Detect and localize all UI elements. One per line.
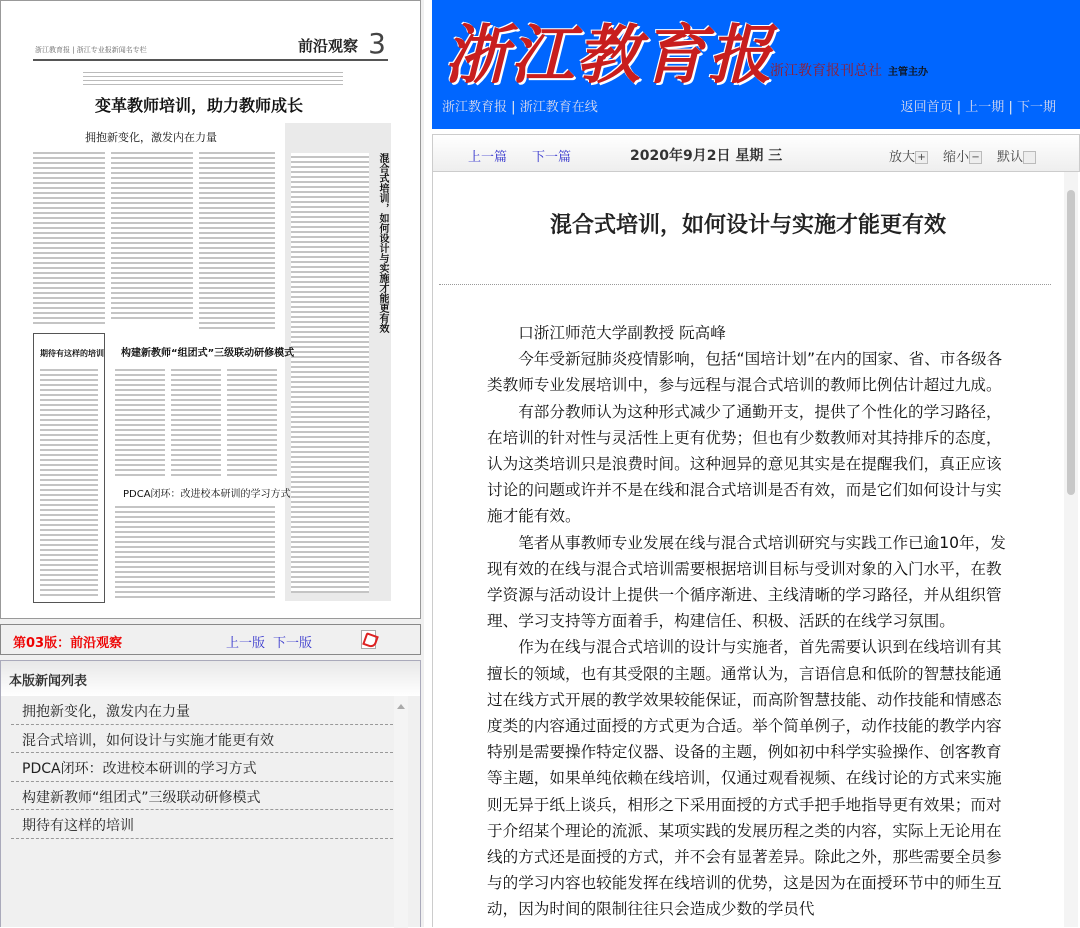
article-link: 期待有这样的培训 bbox=[40, 349, 104, 358]
divider bbox=[439, 284, 1051, 285]
header-links-left: 浙江教育报 | 浙江教育在线 bbox=[442, 100, 598, 115]
next-page-link[interactable]: 下一版 bbox=[273, 636, 313, 651]
page-masthead: 浙江教育报 | 浙江专业报新闻名专栏 前沿观察 3 bbox=[35, 27, 386, 60]
article-title: 混合式培训，如何设计与实施才能更有效 bbox=[549, 213, 946, 238]
page-number: 3 bbox=[368, 27, 386, 60]
next-article-link[interactable]: 下一篇 bbox=[532, 150, 572, 165]
article-panel bbox=[432, 172, 1080, 927]
article-link[interactable]: PDCA闭环：改进校本研训的学习方式 bbox=[123, 489, 291, 500]
text-column bbox=[115, 366, 165, 476]
zoom-in-button[interactable]: 放大 + bbox=[889, 146, 928, 165]
list-scrollbar[interactable] bbox=[394, 696, 408, 928]
news-list-item[interactable]: 期待有这样的培训 bbox=[11, 810, 393, 839]
side-article[interactable] bbox=[285, 123, 391, 601]
left-panel bbox=[0, 0, 424, 927]
article-paragraph: 作为在线与混合式培训的设计与实施者，首先需要认识到在线培训有其擅长的领域，也有其受限的主题。通常认为，言语信息和低阶的智慧技能通过在线方式开展的教学效果较能保证，而高阶智慧技能、动作技能和情感态度类的内容通过面授的方式更为合适。举个简单例子，动作技能的教学内容特别是需要操作特定仪器、设备的主题，例如初中科学实验操作、创客教育等主题，如果单纯依赖在线培训，仅通过观看视频、在线讨论的方式来实施则无异于纸上谈兵，相形之下采用面授的方式手把手地指导更有效果；而对于介绍某个理论的流派、某项实践的发展历程之类的内容，实际上无论用在线的方式还是面授的方式，并不会有显著差异。除此之外，那些需要全员参与的学习内容也较能发挥在线培训的优势，这是因为在面授环节中的师生互动，因为时间的限制往往只会造成少数的学员代 bbox=[487, 638, 1002, 919]
text-column bbox=[199, 149, 275, 329]
home-link[interactable]: 返回首页 bbox=[900, 100, 953, 115]
issue-date: 2020年9月2日 星期 三 bbox=[630, 148, 783, 164]
news-list-title: 本版新闻列表 bbox=[1, 661, 420, 696]
publisher-name: 浙江教育报刊总社 bbox=[770, 63, 882, 79]
scrollbar-thumb[interactable] bbox=[1067, 190, 1075, 495]
text-column bbox=[111, 149, 193, 319]
prev-issue-link[interactable]: 上一期 bbox=[965, 100, 1005, 115]
link-zjjy-online[interactable]: 浙江教育在线 bbox=[519, 100, 598, 115]
next-issue-link[interactable]: 下一期 bbox=[1016, 100, 1056, 115]
article-paragraph: 有部分教师认为这种形式减少了通勤开支，提供了个性化的学习路径，在培训的针对性与灵活性上更有优势；但也有少数教师对其持排斥的态度，认为这类培训只是浪费时间。这种迥异的意见其实是在提醒我们，真正应该讨论的问题或许并不是在线和混合式培训是否有效，而是它们如何设计与实施才能有效。 bbox=[487, 402, 1002, 526]
article-toolbar bbox=[432, 134, 1080, 172]
header-links-right: 返回首页 | 上一期 | 下一期 bbox=[900, 100, 1056, 115]
news-list-item[interactable]: 拥抱新变化，激发内在力量 bbox=[11, 696, 393, 725]
article-link[interactable]: 拥抱新变化，激发内在力量 bbox=[85, 131, 217, 144]
site-logo[interactable]: 浙江教育报 bbox=[444, 18, 774, 93]
article-link[interactable]: 构建新教师“组团式”三级联动研修模式 bbox=[121, 348, 295, 359]
site-header bbox=[432, 0, 1080, 129]
news-list-item[interactable]: PDCA闭环：改进校本研训的学习方式 bbox=[11, 753, 393, 782]
prev-article-link[interactable]: 上一篇 bbox=[468, 150, 508, 165]
publisher-role: 主管主办 bbox=[888, 67, 928, 78]
link-zjjyb[interactable]: 浙江教育报 bbox=[442, 100, 508, 115]
article-scrollbar[interactable] bbox=[1064, 172, 1078, 927]
prev-page-link[interactable]: 上一版 bbox=[226, 636, 266, 651]
news-list-panel bbox=[0, 660, 421, 927]
boxed-article[interactable] bbox=[33, 333, 105, 603]
pdf-icon[interactable] bbox=[361, 630, 376, 649]
page-nav-bar bbox=[0, 624, 421, 655]
page-section: 前沿观察 bbox=[297, 37, 358, 55]
newspaper-page-image[interactable] bbox=[0, 0, 421, 619]
text-column bbox=[115, 503, 275, 598]
lead-text bbox=[83, 69, 343, 87]
publisher bbox=[770, 60, 928, 80]
page-version-label: 第03版：前沿观察 bbox=[13, 636, 123, 651]
article-paragraph: 笔者从事教师专业发展在线与混合式培训研究与实践工作已逾10年，发现有效的在线与混合式培训需要根据培训目标与受训对象的入门水平，在教学资源与活动设计上提供一个循序渐进、主线清晰的学习路径，并从组织管理、学习支持等方面着手，构建信任、积极、活跃的在线学习氛围。 bbox=[487, 533, 1006, 631]
text-column bbox=[171, 366, 221, 476]
news-list-item[interactable]: 混合式培训，如何设计与实施才能更有效 bbox=[11, 725, 393, 754]
article-paragraph: 今年受新冠肺炎疫情影响，包括“国培计划”在内的国家、省、市各级各类教师专业发展培训中，参与远程与混合式培训的教师比例估计超过九成。 bbox=[487, 350, 1003, 395]
text-column bbox=[227, 366, 277, 476]
text-column bbox=[33, 149, 105, 324]
article-byline: 口浙江师范大学副教授 阮高峰 bbox=[518, 324, 726, 342]
vertical-headline: 混合式培训，如何设计与实施才能更有效 bbox=[377, 153, 388, 333]
article-body bbox=[487, 320, 1011, 923]
zoom-default-button[interactable]: 默认 bbox=[997, 146, 1036, 165]
newspaper-page bbox=[23, 11, 393, 601]
zoom-out-button[interactable]: 缩小 − bbox=[943, 146, 982, 165]
news-list-item[interactable]: 构建新教师“组团式”三级联动研修模式 bbox=[11, 782, 393, 811]
page-headline[interactable]: 变革教师培训，助力教师成长 bbox=[95, 96, 304, 115]
